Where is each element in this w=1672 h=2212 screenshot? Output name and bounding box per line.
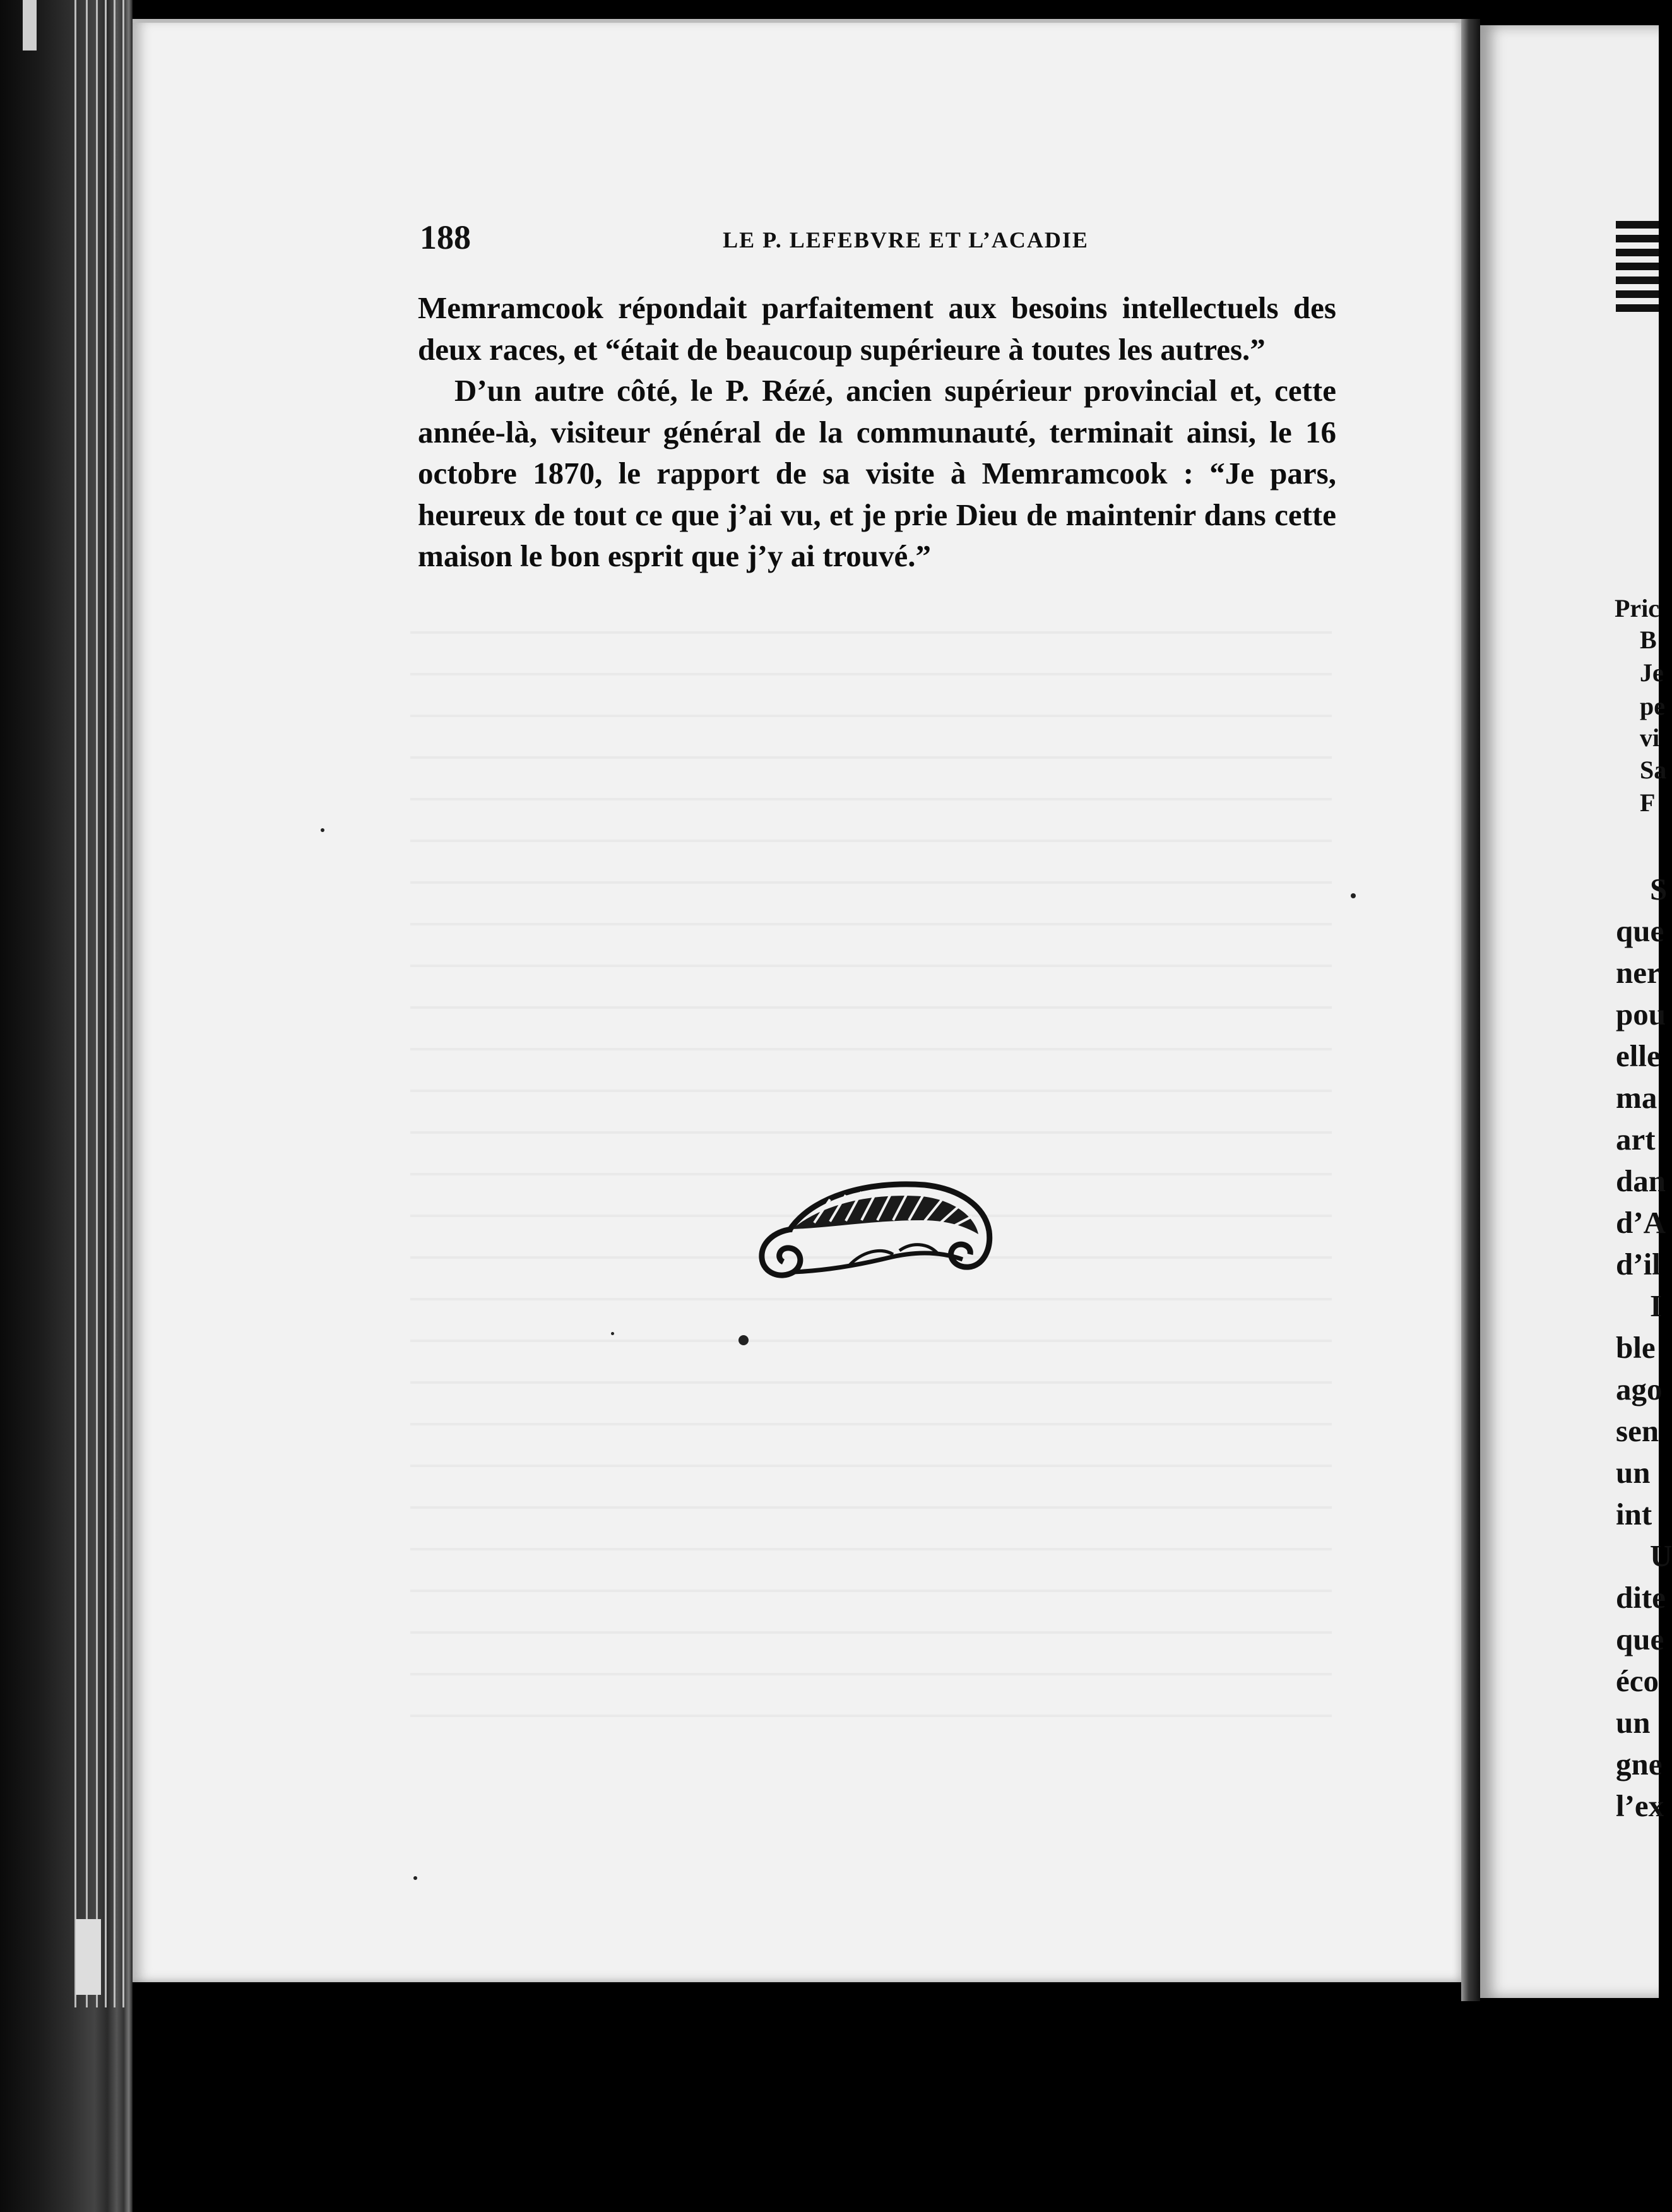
paper-speck — [1351, 893, 1356, 898]
right-fragment: int — [1616, 1497, 1652, 1531]
page-number: 188 — [420, 218, 471, 256]
running-head — [420, 218, 1335, 262]
paragraph: D’un autre côté, le P. Rézé, ancien supérieur provincial et, cette année-là, visiteur général de la communauté, terminait ainsi, le 16 octobre 1870, le rapport de sa visite à Memramcook : “Je pars, heureux de tout ce que j’ai vu, et je prie Dieu de maintenir dans cette maison le bon esprit que j’y ai trouvé.” — [418, 373, 1336, 573]
paper-speck — [413, 1876, 417, 1880]
running-title: LE P. LEFEBVRE ET L’ACADIE — [723, 227, 1089, 253]
right-fragment: d’A — [1616, 1205, 1666, 1240]
right-fragment: que — [1616, 1622, 1664, 1656]
right-fragment: ner — [1616, 955, 1661, 990]
right-fragment: I — [1650, 1288, 1663, 1323]
right-fragment: S — [1650, 872, 1668, 907]
right-fragment: ago — [1616, 1372, 1663, 1406]
right-fragment: l’ex — [1616, 1788, 1664, 1823]
right-fragment: gne — [1616, 1747, 1663, 1781]
paper-speck — [611, 1332, 614, 1335]
right-fragment: F — [1640, 788, 1656, 817]
right-fragment: pe — [1640, 692, 1665, 720]
right-fragment: sen — [1616, 1413, 1659, 1448]
body-text — [418, 287, 1336, 577]
page-gutter — [1461, 19, 1480, 2001]
right-fragment: U — [1650, 1538, 1672, 1573]
right-fragment: B — [1640, 626, 1657, 654]
paragraph: Memramcook répondait parfaitement aux besoins intellectuels des deux races, et “était de beaucoup supérieure à toutes les autres.” — [418, 290, 1336, 367]
right-fragment: pou — [1616, 997, 1666, 1032]
right-fragment: Sa — [1640, 756, 1667, 784]
right-fragment: dan — [1616, 1163, 1666, 1198]
paper-speck — [321, 828, 324, 832]
paper-speck — [738, 1335, 749, 1345]
right-fragment: art — [1616, 1122, 1656, 1157]
right-fragment: dite — [1616, 1580, 1666, 1615]
right-fragment: un — [1616, 1455, 1651, 1490]
right-fragment: elle — [1616, 1038, 1661, 1073]
book-binding — [0, 0, 133, 2212]
right-fragment: un — [1616, 1705, 1651, 1740]
right-fragment: vi — [1640, 723, 1660, 752]
right-fragment: que — [1616, 913, 1664, 948]
header-ornament — [1616, 221, 1659, 316]
right-fragment: d’il — [1616, 1247, 1661, 1281]
right-fragment: Je — [1640, 658, 1664, 687]
leaf-scroll-ornament-icon — [754, 1171, 994, 1285]
right-fragment: ma — [1616, 1080, 1657, 1115]
right-fragment: ble — [1616, 1330, 1656, 1365]
right-fragment: Pric — [1615, 594, 1660, 622]
right-fragment: éco — [1616, 1663, 1659, 1698]
